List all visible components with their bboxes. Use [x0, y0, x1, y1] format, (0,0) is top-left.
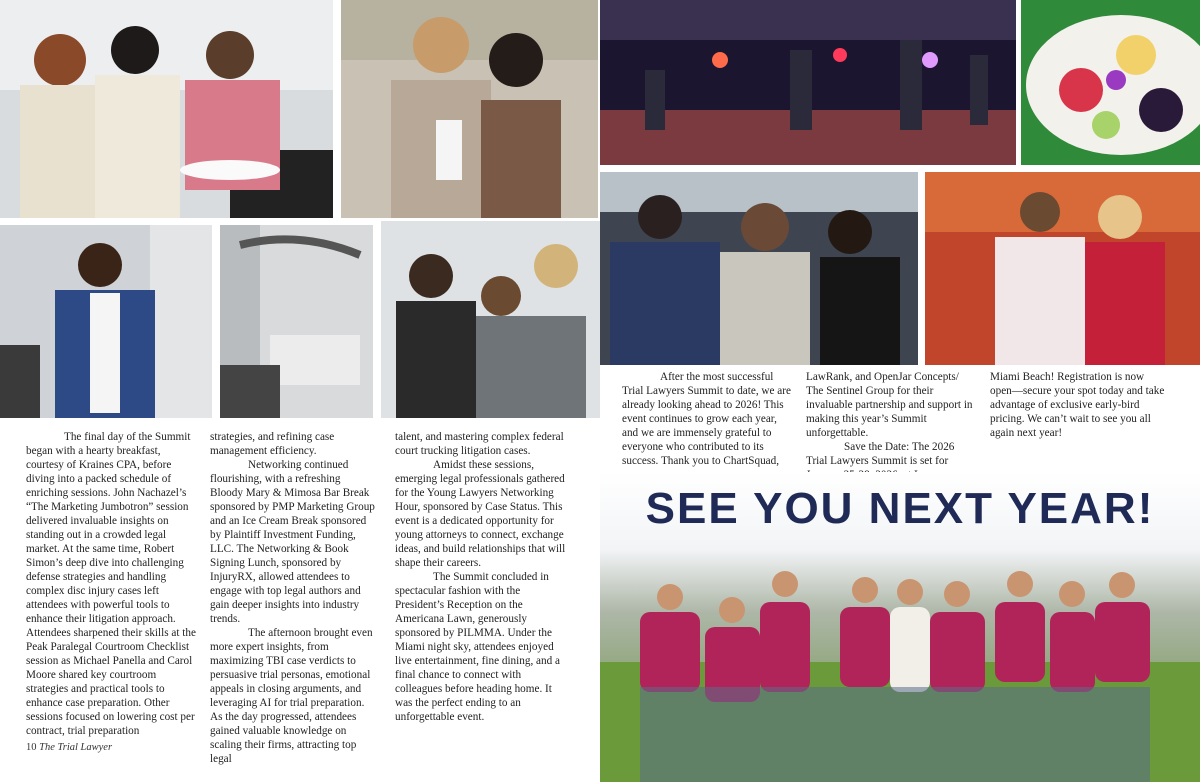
page-footer [26, 742, 112, 753]
text-column-5 [806, 370, 974, 482]
paragraph: Networking continued flourishing, with a refreshing Bloody Mary & Mimosa Bar Break sponsored by PMP Marketing Group and an Ice Cream Break sponsored by Plaintiff Investment Funding, LLC. The Networking & Book Signing Lunch, sponsored by InjuryRX, allowed attendees to engage with top legal authors and gain deeper insights into industry trends. [210, 459, 375, 625]
paragraph: LawRank, and OpenJar Concepts/ The Sentinel Group for their invaluable partnership and support in making this year’s Summit unforgettable. [806, 371, 973, 439]
publication-name: The Trial Lawyer [39, 742, 113, 753]
photo-reception-group [600, 172, 918, 365]
paragraph: The final day of the Summit began with a hearty breakfast, courtesy of Kraines CPA, before diving into a packed schedule of enriching sessions. John Nachazel’s “The Marketing Jumbotron” session delivered invaluable insights on standing out in a crowded legal market. At the same time, Robert Simon’s deep dive into challenging defense strategies and handling complex disc injury cases left attendees with powerful tools to enhance their litigation approach. Attendees sharpened their skills at the Peak Paralegal Courtroom Checklist session as Michael Panella and Carol Moore shared key courtroom strategies and practical tools to enhance case preparation. Other sessions focused on lowering cost per contract, trial preparation [26, 431, 196, 737]
photo-band-stage [600, 0, 1016, 165]
photo-men-conversation [381, 221, 600, 418]
text-column-1 [26, 430, 200, 738]
photo-atrium-overhead [220, 225, 373, 418]
paragraph: strategies, and refining case management efficiency. [210, 431, 335, 457]
photo-seated-attendees [0, 0, 333, 218]
paragraph: After the most successful Trial Lawyers Summit to date, we are already looking ahead to 2026! This event continues to grow each year, and we are immensely grateful to everyone who contributed to its success. Thank you to ChartSquad, [622, 371, 791, 467]
page-number: 10 [26, 742, 37, 753]
text-column-2 [210, 430, 376, 766]
paragraph: Miami Beach! Registration is now open—secure your spot today and take advantage of exclusive early-bird pricing. We can’t wait to see you all again next year! [990, 371, 1165, 439]
paragraph: The Summit concluded in spectacular fashion with the President’s Reception on the Americana Lawn, generously sponsored by PILMMA. Under the Miami night sky, attendees enjoyed live entertainment, fine dining, and a final chance to connect with colleagues before heading home. It was the perfect ending to an unforgettable event. [395, 571, 560, 723]
paragraph: The afternoon brought even more expert insights, from maximizing TBI case verdicts to persuasive trial personas, emotional appeals in closing arguments, and leveraging AI for trial preparation. As the day progressed, attendees gained valuable knowledge on scaling their firms, attracting top legal [210, 627, 373, 765]
paragraph: Amidst these sessions, emerging legal professionals gathered for the Young Lawyers Networking Hour, sponsored by Case Status. This event is a dedicated opportunity for young attorneys to connect, exchange ideas, and build relationships that will shape their careers. [395, 459, 566, 569]
photo-speaker-with-wine [0, 225, 212, 418]
text-column-6 [990, 370, 1166, 440]
paragraph: talent, and mastering complex federal court trucking litigation cases. [395, 431, 564, 457]
photo-two-women-badges [341, 0, 598, 218]
text-column-3 [395, 430, 569, 724]
team-photo-section [600, 472, 1200, 782]
text-column-4 [622, 370, 792, 468]
paragraph: Save the Date: The 2026 Trial Lawyers Summit is set for [806, 441, 955, 467]
headline: SEE YOU NEXT YEAR! [645, 484, 1155, 533]
photo-fruit-platter [1021, 0, 1200, 165]
photo-dancing-couple [925, 172, 1200, 365]
